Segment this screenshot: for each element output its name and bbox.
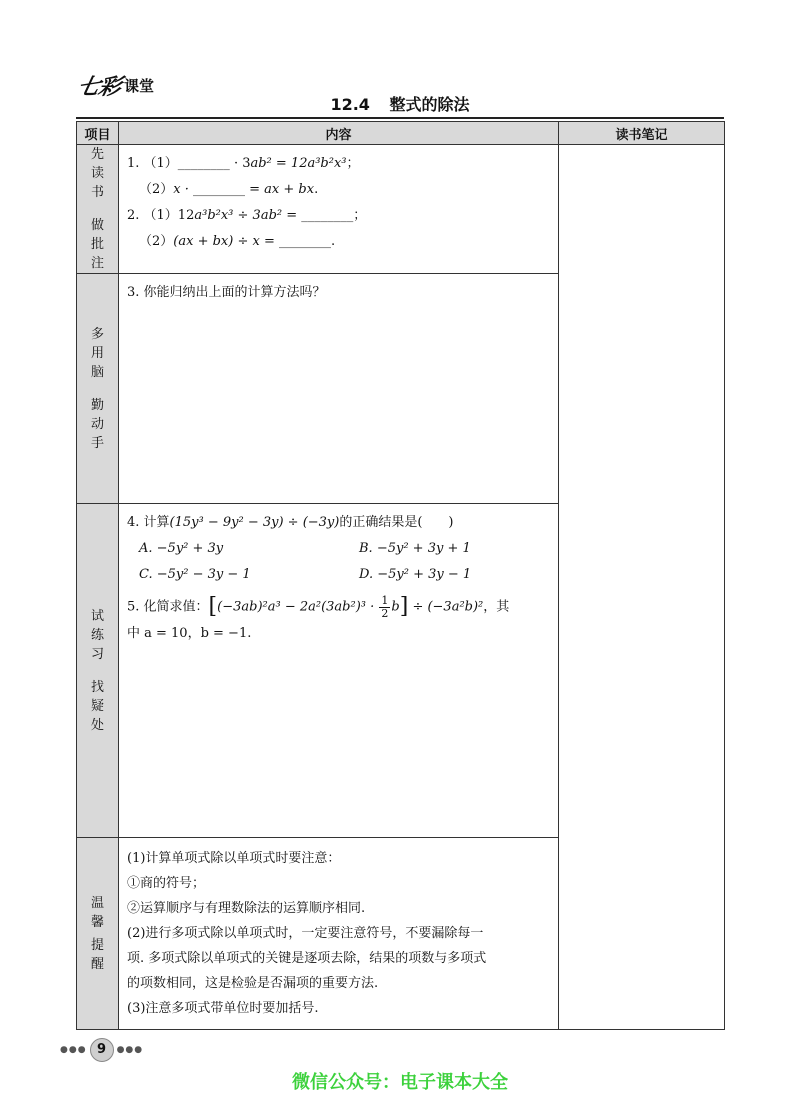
reminder-line: (3)注意多项式带单位时要加括号.	[127, 1001, 319, 1016]
row-label-top: 试练习	[90, 608, 104, 662]
section-number: 12.4	[330, 95, 370, 114]
header-item: 项目	[77, 122, 119, 145]
q4-math: (15y³ − 9y² − 3y) ÷ (−3y)	[169, 515, 340, 530]
q5-suffix: ，其	[483, 599, 510, 615]
row-label-bottom: 找疑处	[90, 679, 104, 733]
q2b-math: (ax + bx) ÷ x = ________	[173, 234, 331, 249]
page-title	[0, 92, 800, 115]
row-label	[77, 145, 119, 274]
q5-math-b: b	[391, 599, 400, 615]
q5-math-c: ÷ (−3a²b)²	[408, 599, 484, 615]
q1a-suffix: ；	[346, 156, 360, 171]
content-cell	[119, 838, 559, 1030]
question-3: 3. 你能归纳出上面的计算方法吗？	[127, 285, 326, 300]
q2a-prefix: 2. （1）12	[127, 208, 195, 223]
question-1a	[127, 151, 550, 177]
q5-prefix: 5. 化简求值：	[127, 599, 209, 615]
option-d[interactable]: D. −5y² + 3y − 1	[359, 567, 472, 582]
question-2a	[127, 203, 550, 229]
question-1b	[127, 177, 550, 203]
content-cell	[119, 145, 559, 274]
notes-area[interactable]	[559, 145, 725, 1030]
q5-frac-den: 2	[381, 606, 389, 620]
brand-mark: 七彩	[74, 74, 123, 100]
reminder-line: ②运算顺序与有理数除法的运算顺序相同.	[127, 901, 366, 916]
watermark: 微信公众号：电子课本大全	[292, 1072, 508, 1093]
content-cell	[119, 274, 559, 504]
question-4	[127, 510, 550, 536]
content-cell	[119, 504, 559, 838]
page-number: 9	[90, 1038, 114, 1062]
q5-fraction	[379, 595, 390, 620]
header-notes: 读书笔记	[559, 122, 725, 145]
option-c[interactable]: C. −5y² − 3y − 1	[139, 567, 251, 582]
row-label-top: 先读书	[90, 147, 104, 200]
q1b-prefix: （2）	[139, 182, 174, 197]
reminder-line: 的项数相同，这是检验是否漏项的重要方法.	[127, 976, 379, 991]
question-2b	[127, 229, 550, 255]
q2b-suffix: .	[330, 234, 336, 249]
section-title: 整式的除法	[389, 95, 470, 114]
reminders	[119, 838, 558, 1027]
reminder-line: ①商的符号；	[127, 876, 206, 891]
row-label-top: 多用脑	[90, 326, 104, 380]
q2b-prefix: （2）	[139, 234, 174, 249]
q4-suffix: 的正确结果是( )	[339, 515, 454, 530]
q5-math-a: (−3ab)²a³ − 2a²(3ab²)³ ·	[217, 599, 379, 615]
table-header-row	[77, 122, 725, 145]
table-row	[77, 145, 725, 274]
lesson-table	[76, 121, 725, 1030]
q1b-suffix: .	[314, 182, 319, 197]
q5-frac-num: 1	[381, 593, 389, 607]
title-divider	[76, 117, 724, 119]
header-content: 内容	[119, 122, 559, 145]
q1a-math: ab² = 12a³b²x³	[250, 156, 347, 171]
q2a-suffix: ；	[353, 208, 367, 223]
option-a[interactable]: A. −5y² + 3y	[139, 541, 224, 556]
question-4-options	[127, 536, 550, 588]
q4-prefix: 4. 计算	[127, 515, 170, 530]
dots-left-icon: ●●●	[60, 1045, 87, 1055]
dots-right-icon: ●●●	[116, 1045, 144, 1055]
row-label	[77, 274, 119, 504]
row-label	[77, 838, 119, 1030]
row-label	[77, 504, 119, 838]
reminder-line: (1)计算单项式除以单项式时要注意：	[127, 851, 341, 866]
option-b[interactable]: B. −5y² + 3y + 1	[359, 541, 471, 556]
reminder-line: (2)进行多项式除以单项式时，一定要注意符号，不要漏除每一	[127, 926, 484, 941]
question-5	[127, 594, 550, 621]
question-5-line2: 中 a = 10，b = −1.	[127, 625, 252, 641]
q1a-prefix: 1. （1）________ · 3	[127, 156, 251, 171]
row-label-bottom: 勤动手	[90, 397, 104, 451]
row-label-bottom: 提醒	[90, 937, 104, 972]
q1b-math: x · ________ = ax + bx	[173, 182, 315, 197]
q5-bracket-close: ]	[399, 594, 409, 619]
q5-bracket-open: [	[208, 594, 218, 619]
reminder-line: 项. 多项式除以单项式的关键是逐项去除，结果的项数与多项式	[127, 951, 487, 966]
page-number-badge	[60, 1038, 143, 1062]
row-label-bottom: 做批注	[90, 218, 104, 271]
brand-name: 课堂	[124, 77, 155, 95]
q2a-math: a³b²x³ ÷ 3ab² = ________	[194, 208, 354, 223]
row-label-top: 温馨	[90, 895, 104, 930]
